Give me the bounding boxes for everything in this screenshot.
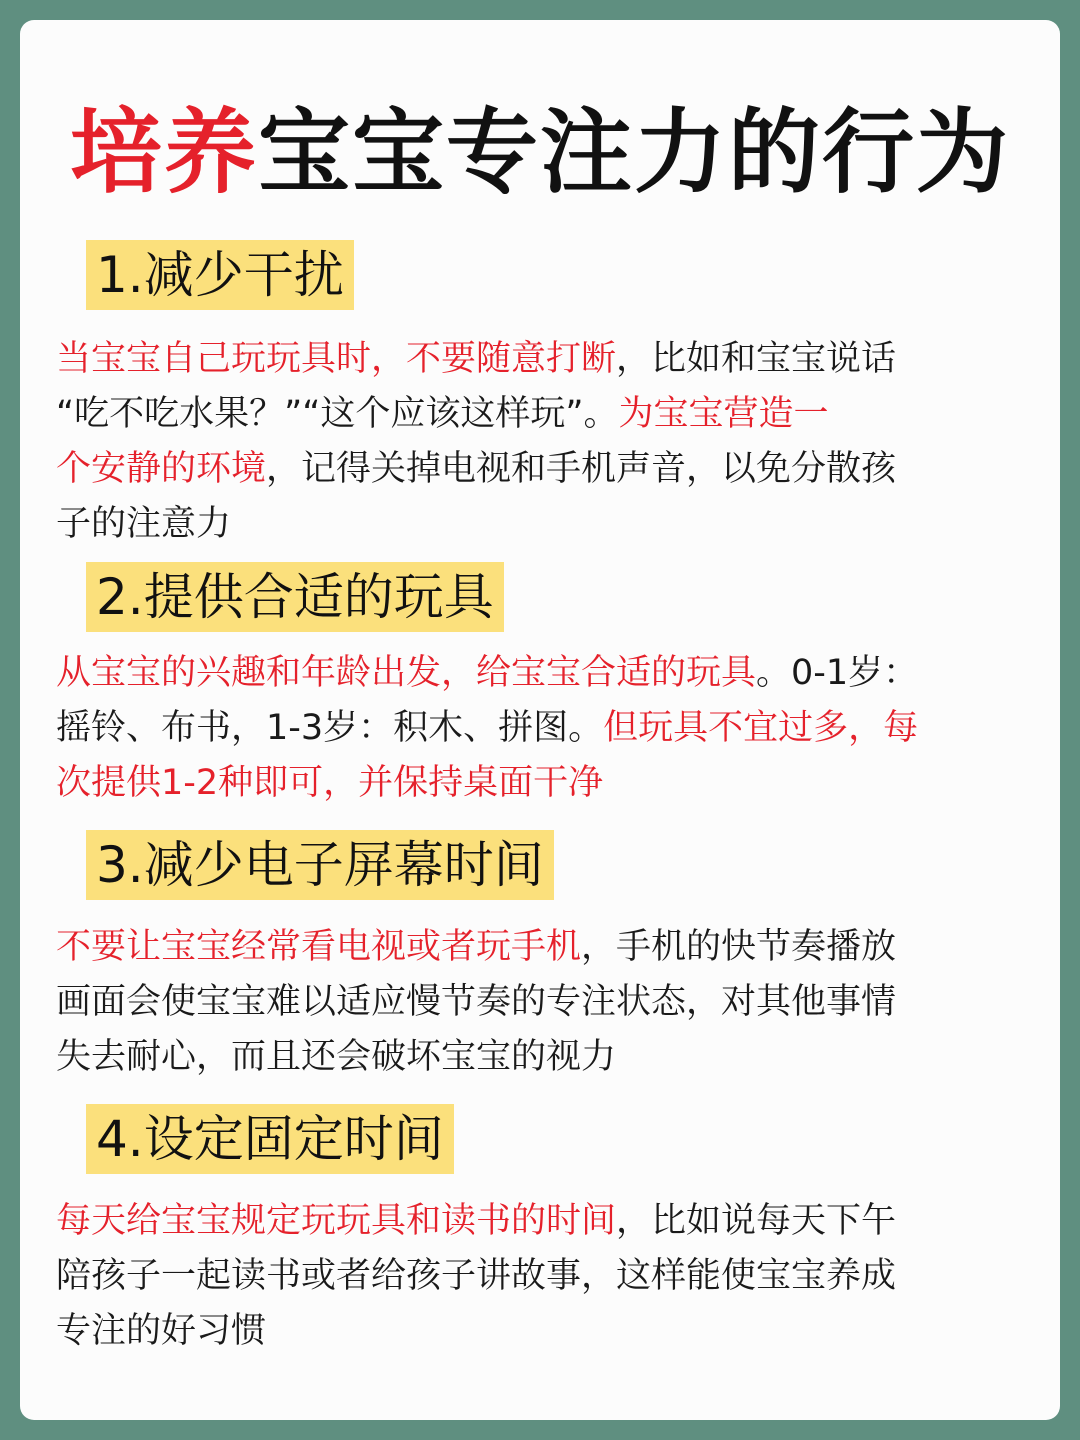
text-run: “吃不吃水果？”“这个应该这样玩”。 [56,394,619,434]
text-run: ，记得关掉电视和手机声音，以免分散孩 [266,449,897,489]
body-line [56,1194,1036,1249]
body-line [56,332,1036,387]
page-title [20,98,1060,208]
body-line [56,975,1036,1030]
section-body-4 [56,1194,1036,1359]
text-run: ，手机的快节奏播放 [581,927,897,967]
content-card [20,20,1060,1420]
text-run: 次提供1-2种即可，并保持桌面干净 [56,763,604,803]
body-line [56,497,1036,552]
text-run: 不要让宝宝经常看电视或者玩手机 [56,927,582,967]
text-run: 每天给宝宝规定玩玩具和读书的时间 [56,1201,617,1241]
body-line [56,756,1036,811]
text-run: 子的注意力 [56,504,232,544]
text-run: 专注的好习惯 [56,1311,267,1351]
body-line [56,442,1036,497]
text-run: ，比如说每天下午 [616,1201,897,1241]
body-line [56,1249,1036,1304]
body-line [56,387,1036,442]
text-run: 当宝宝自己玩玩具时，不要随意打断 [56,339,617,379]
text-run: 从宝宝的兴趣和年龄出发，给宝宝合适的玩具 [56,653,757,693]
title-highlight: 培养 [69,99,258,206]
section-heading-2: 2.提供合适的玩具 [86,562,504,632]
section-heading-3: 3.减少电子屏幕时间 [86,830,554,900]
text-run: 画面会使宝宝难以适应慢节奏的专注状态，对其他事情 [56,982,897,1022]
text-run: 。0-1岁： [756,653,919,693]
body-line [56,646,1036,701]
body-line [56,1030,1036,1085]
text-run: 陪孩子一起读书或者给孩子讲故事，这样能使宝宝养成 [56,1256,897,1296]
body-line [56,1304,1036,1359]
text-run: 为宝宝营造一 [618,394,829,434]
text-run: 摇铃、布书，1-3岁：积木、拼图。 [56,708,604,748]
text-run: ，比如和宝宝说话 [616,339,897,379]
title-rest: 宝宝专注力的行为 [258,99,1011,206]
body-line [56,920,1036,975]
text-run: 失去耐心，而且还会破坏宝宝的视力 [56,1037,617,1077]
body-line [56,701,1036,756]
text-run: 个安静的环境 [56,449,267,489]
section-body-2 [56,646,1036,811]
section-heading-1: 1.减少干扰 [86,240,354,310]
section-heading-4: 4.设定固定时间 [86,1104,454,1174]
text-run: 但玩具不宜过多，每 [603,708,919,748]
section-body-1 [56,332,1036,552]
section-body-3 [56,920,1036,1085]
